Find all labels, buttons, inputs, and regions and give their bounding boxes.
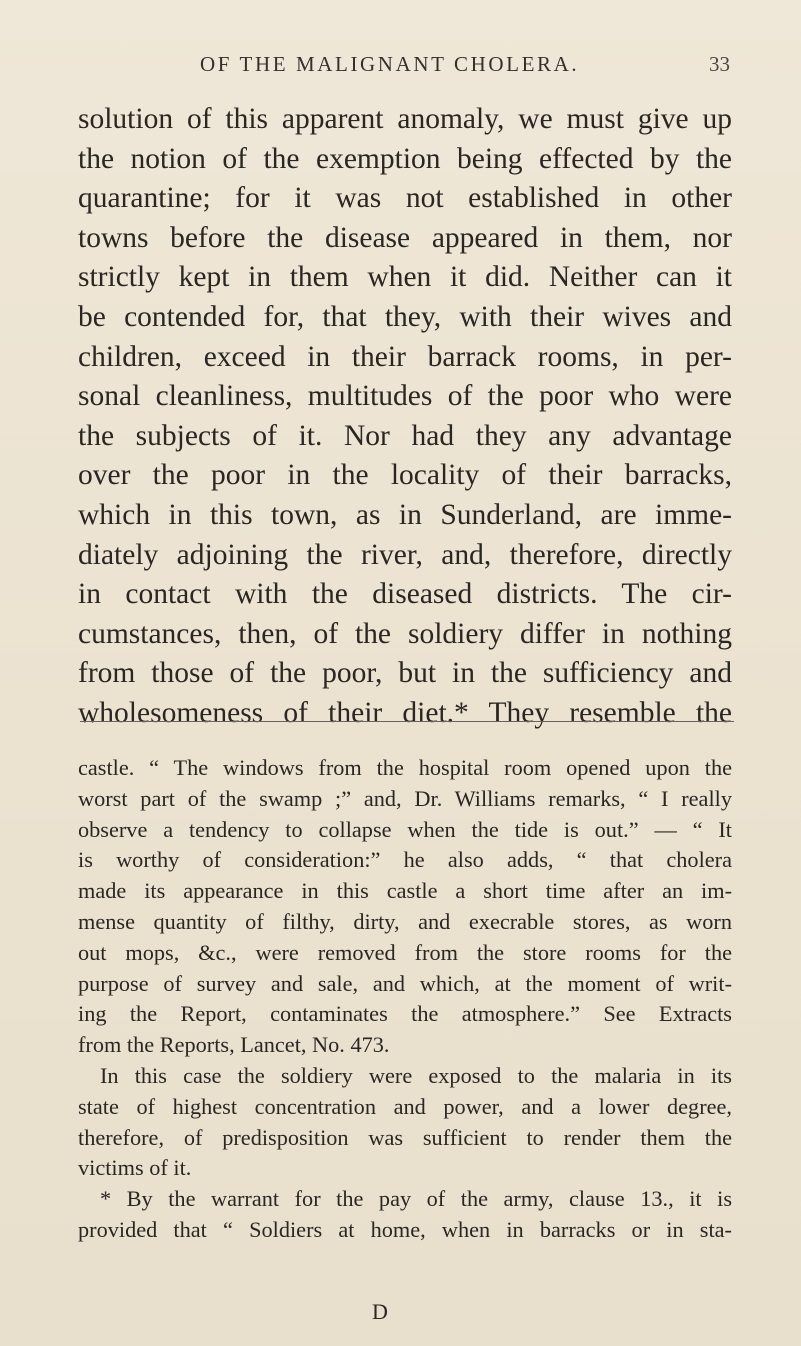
footnote-line: state of highest concentration and power, and a lower degree, bbox=[78, 1093, 732, 1119]
body-line: over the poor in the locality of their barracks, bbox=[78, 459, 732, 492]
footnote-line: castle. “ The windows from the hospital room opened upon the bbox=[78, 755, 732, 780]
body-line: quarantine; for it was not established in other bbox=[78, 182, 732, 215]
body-line: cumstances, then, of the soldiery differ in nothing bbox=[78, 617, 732, 650]
footnote-line: is worthy of consideration:” he also adds, “ that cholera bbox=[78, 847, 732, 873]
footnote-line: mense quantity of filthy, dirty, and execrable stores, as worn bbox=[78, 908, 732, 934]
body-line: the subjects of it. Nor had they any advantage bbox=[78, 419, 732, 452]
body-line: solution of this apparent anomaly, we must give up bbox=[78, 103, 732, 135]
body-line: in contact with the diseased districts. The cir- bbox=[78, 578, 732, 611]
footnote-line: provided that “ Soldiers at home, when in barracks or in sta- bbox=[78, 1216, 732, 1242]
footnote-line: worst part of the swamp ;” and, Dr. Williams remarks, “ I really bbox=[78, 785, 732, 811]
footnote-line: made its appearance in this castle a short time after an im- bbox=[78, 878, 732, 904]
footnote-line: ing the Report, contaminates the atmosphere.” See Extracts bbox=[78, 1001, 732, 1027]
page-number: 33 bbox=[709, 52, 730, 76]
body-line: be contended for, that they, with their wives and bbox=[78, 300, 732, 333]
body-line: strictly kept in them when it did. Neither can it bbox=[78, 261, 732, 294]
body-line: children, exceed in their barrack rooms, in per- bbox=[78, 340, 732, 373]
body-line: sonal cleanliness, multitudes of the poor who were bbox=[78, 380, 732, 413]
body-line: the notion of the exemption being effected by the bbox=[78, 142, 732, 175]
signature-mark: D bbox=[372, 1299, 388, 1324]
footnote-line: from the Reports, Lancet, No. 473. bbox=[78, 1032, 390, 1058]
footnote-line: purpose of survey and sale, and which, at the moment of writ- bbox=[78, 970, 732, 996]
footnote-divider bbox=[80, 721, 734, 722]
running-title: OF THE MALIGNANT CHOLERA. bbox=[200, 52, 580, 76]
body-line: diately adjoining the river, and, therefore, directly bbox=[78, 538, 732, 571]
footnotes-block bbox=[78, 753, 732, 1246]
main-text-block bbox=[78, 100, 732, 734]
body-line: towns before the disease appeared in them, nor bbox=[78, 221, 732, 254]
footnote-line: out mops, &c., were removed from the store rooms for the bbox=[78, 939, 732, 965]
body-line: which in this town, as in Sunderland, are imme- bbox=[78, 498, 732, 531]
footnote-line: victims of it. bbox=[78, 1155, 192, 1181]
footnote-line: * By the warrant for the pay of the army, clause 13., it is bbox=[100, 1186, 732, 1212]
body-line: wholesomeness of their diet.* They resemble the bbox=[78, 696, 732, 729]
footnote-line: therefore, of predisposition was sufficient to render them the bbox=[78, 1124, 732, 1150]
running-head bbox=[200, 52, 730, 82]
body-line: from those of the poor, but in the sufficiency and bbox=[78, 657, 732, 690]
footnote-line: observe a tendency to collapse when the tide is out.” — “ It bbox=[78, 816, 732, 842]
footnote-line: In this case the soldiery were exposed to the malaria in its bbox=[100, 1062, 732, 1088]
